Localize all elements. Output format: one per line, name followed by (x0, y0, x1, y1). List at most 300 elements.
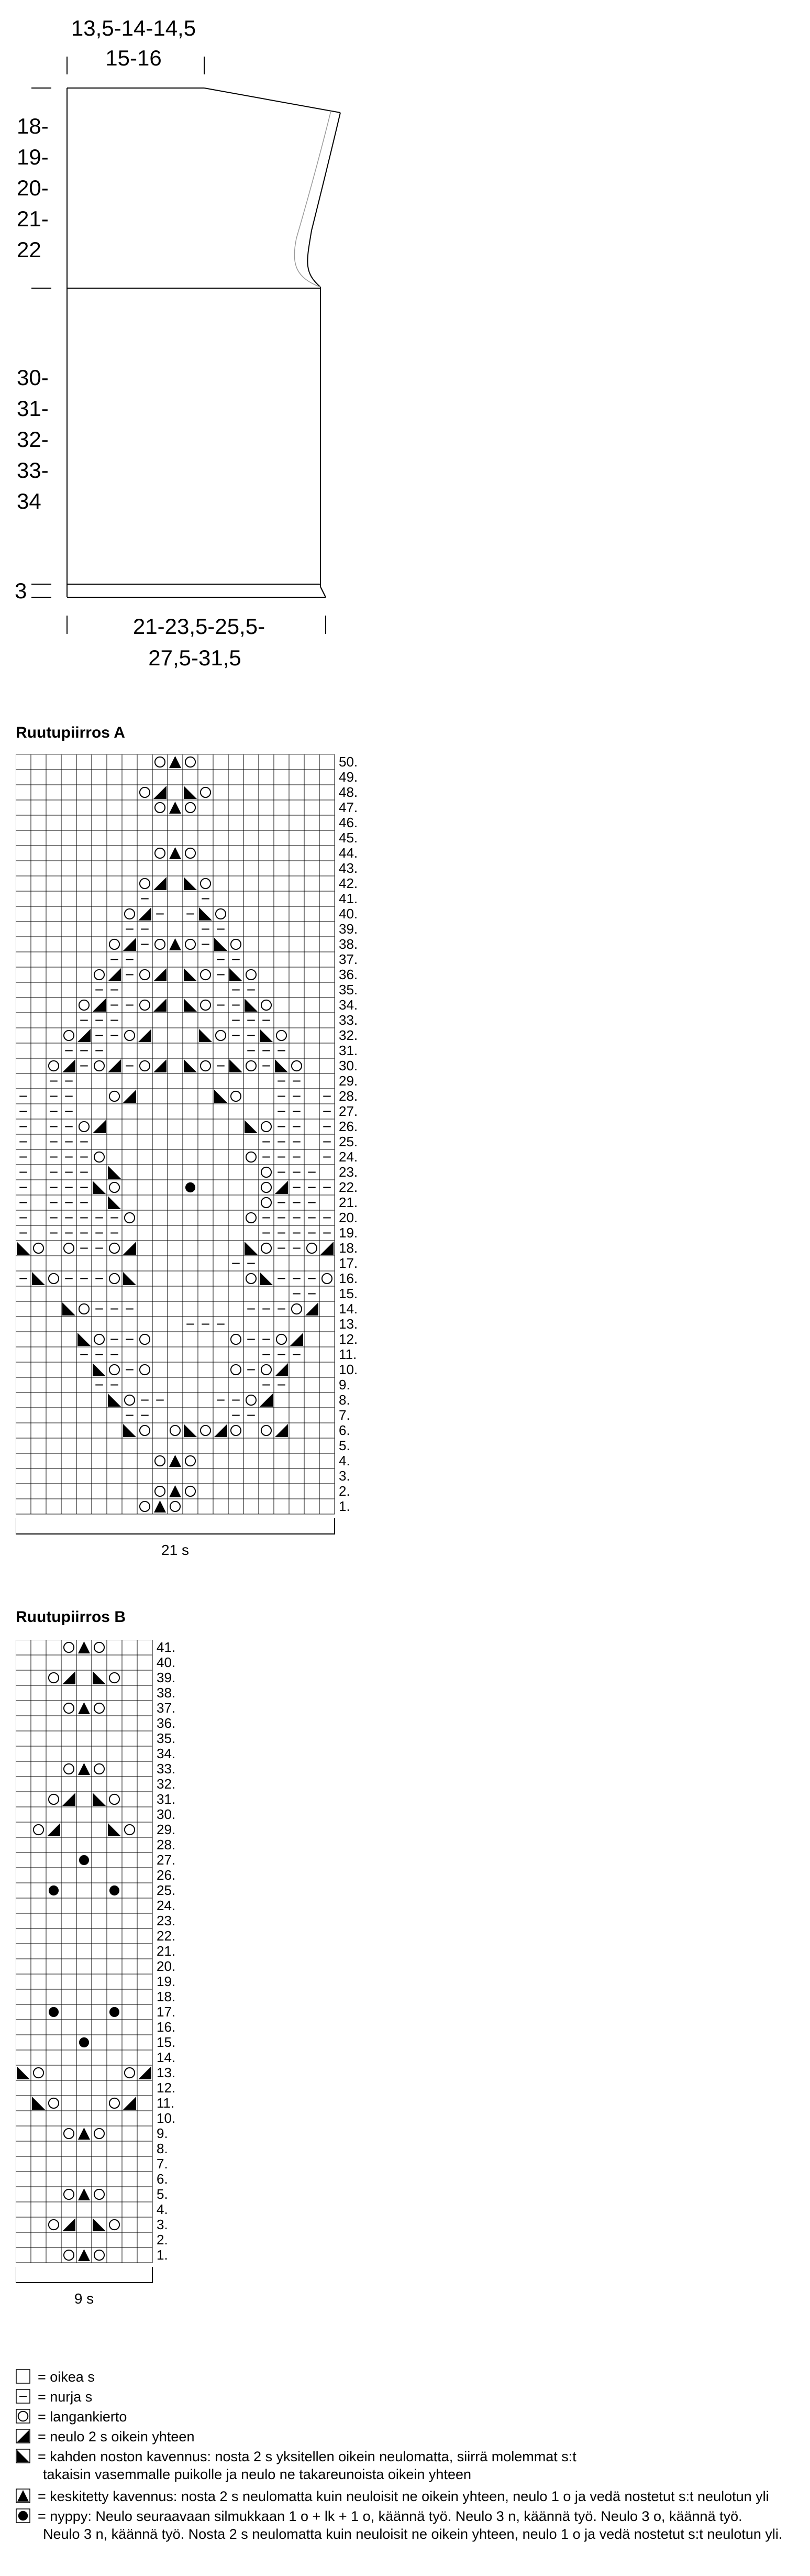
chart-a-cell (122, 1104, 137, 1119)
chart-b-row-number: 17. (157, 2004, 176, 2020)
legend-text: = nurja s (38, 2389, 93, 2405)
chart-a-cell (152, 1332, 168, 1347)
chart-b-cell (46, 1868, 61, 1883)
chart-a-cell (122, 1271, 137, 1286)
chart-a-cell (46, 1332, 61, 1347)
chart-a-cell (289, 1301, 304, 1317)
chart-a-row-number: 10. (339, 1362, 358, 1378)
chart-a-cell (243, 967, 259, 982)
chart-b-width-bracket (16, 2267, 152, 2283)
chart-a-cell (319, 1028, 335, 1043)
chart-a-cell (61, 1210, 76, 1225)
chart-a-cell (168, 1043, 183, 1058)
chart-b-cell (16, 1670, 31, 1685)
chart-b-cell (137, 2217, 152, 2232)
chart-a-cell (137, 754, 152, 770)
chart-a-cell (137, 1423, 152, 1438)
chart-a-cell (137, 861, 152, 876)
chart-a-cell (213, 1225, 228, 1241)
chart-b-cell (61, 2141, 76, 2156)
chart-a-row-number: 9. (339, 1377, 350, 1393)
chart-a-cell (122, 1180, 137, 1195)
legend-item-bobble (16, 2507, 806, 2547)
legend-text: Neulo 3 n, käännä työ. Nosta 2 s neulomatta kuin neuloisit ne oikein yhteen, neulo 1 o ja vedä nostetut s:t neulotun yli. (43, 2526, 783, 2542)
chart-b-cell (122, 1792, 137, 1807)
chart-a-cell (152, 937, 168, 952)
chart-a-cell (107, 1013, 122, 1028)
chart-a-cell (198, 1286, 213, 1301)
chart-b-cell (16, 1868, 31, 1883)
chart-a-cell (137, 1317, 152, 1332)
chart-b-cell (31, 1822, 46, 1837)
chart-a-cell (31, 1043, 46, 1058)
chart-a-cell (243, 1332, 259, 1347)
chart-a-cell (122, 1225, 137, 1241)
chart-a-cell (152, 1408, 168, 1423)
chart-b-cell (31, 1655, 46, 1670)
chart-a-cell (76, 1317, 92, 1332)
chart-b-cell (46, 1701, 61, 1716)
chart-a-cell (76, 1438, 92, 1453)
chart-a-cell (213, 861, 228, 876)
chart-a-cell (46, 1043, 61, 1058)
chart-a-cell (198, 1423, 213, 1438)
chart-a-cell (304, 1210, 319, 1225)
chart-a-cell (16, 1225, 31, 1241)
chart-b-cell (16, 2141, 31, 2156)
chart-b-cell (61, 1777, 76, 1792)
chart-a-cell (198, 1317, 213, 1332)
chart-b-cell (16, 1746, 31, 1761)
chart-b-cell (92, 2035, 107, 2050)
chart-a-cell (213, 1058, 228, 1073)
chart-a-cell (46, 846, 61, 861)
chart-a-row-number: 40. (339, 906, 358, 922)
chart-a-cell (183, 846, 198, 861)
chart-a-cell (16, 1165, 31, 1180)
chart-a-cell (31, 1180, 46, 1195)
chart-a-row-number: 1. (339, 1498, 350, 1515)
chart-a-cell (137, 1408, 152, 1423)
chart-a-cell (259, 1013, 274, 1028)
chart-a-cell (228, 937, 243, 952)
chart-a-cell (107, 846, 122, 861)
chart-a-cell (304, 1347, 319, 1362)
chart-a-cell (168, 1134, 183, 1149)
chart-a-row-number: 23. (339, 1164, 358, 1180)
chart-a-cell (122, 1241, 137, 1256)
chart-b-cell (92, 2141, 107, 2156)
chart-a-cell (183, 1180, 198, 1195)
chart-a-cell (198, 830, 213, 846)
chart-b-cell (107, 2217, 122, 2232)
chart-a-cell (319, 1225, 335, 1241)
chart-a-cell (183, 1149, 198, 1165)
chart-a-cell (168, 1317, 183, 1332)
chart-a-cell (259, 1043, 274, 1058)
chart-a-cell (31, 1165, 46, 1180)
chart-b-cell (76, 1974, 92, 1989)
chart-b-cell (107, 1959, 122, 1974)
chart-a-cell (319, 861, 335, 876)
chart-a-cell (16, 891, 31, 906)
chart-a-cell (168, 1149, 183, 1165)
chart-a-cell (168, 1271, 183, 1286)
chart-a-cell (319, 1377, 335, 1393)
chart-b-row-number: 37. (157, 1700, 176, 1716)
chart-a-cell (319, 1165, 335, 1180)
chart-a-cell (304, 1423, 319, 1438)
chart-b-cell (46, 2080, 61, 2096)
chart-b-cell (92, 1807, 107, 1822)
chart-a-cell (137, 1195, 152, 1210)
chart-b-cell (137, 1777, 152, 1792)
chart-a-cell (107, 1241, 122, 1256)
chart-a-cell (31, 1286, 46, 1301)
chart-a-cell (243, 1484, 259, 1499)
chart-a-cell (16, 1468, 31, 1484)
chart-a-cell (92, 876, 107, 891)
chart-b-cell (46, 1716, 61, 1731)
chart-b-row-number: 38. (157, 1685, 176, 1701)
chart-a-cell (274, 891, 289, 906)
chart-a-cell (259, 876, 274, 891)
chart-a-cell (31, 1423, 46, 1438)
chart-a-cell (122, 967, 137, 982)
chart-b-cell (76, 1716, 92, 1731)
chart-a-cell (107, 1271, 122, 1286)
chart-a-cell (137, 1073, 152, 1089)
body-length-3: 32- (17, 427, 49, 452)
chart-a-cell (274, 770, 289, 785)
chart-b-cell (61, 1898, 76, 1913)
chart-a-cell (198, 1453, 213, 1468)
chart-a-cell (122, 1453, 137, 1468)
chart-a-cell (289, 1225, 304, 1241)
chart-b-row-number: 28. (157, 1837, 176, 1853)
chart-a-cell (16, 1028, 31, 1043)
chart-a-cell (183, 785, 198, 800)
chart-a-cell (92, 1180, 107, 1195)
chart-a-cell (31, 1119, 46, 1134)
chart-b-cell (122, 1974, 137, 1989)
chart-a-cell (213, 1347, 228, 1362)
chart-b-cell (31, 1913, 46, 1928)
chart-a-cell (107, 906, 122, 922)
chart-a-cell (213, 800, 228, 815)
chart-a-cell (198, 815, 213, 830)
chart-a-cell (61, 1317, 76, 1332)
chart-a-row-number: 4. (339, 1453, 350, 1469)
chart-a-cell (46, 1028, 61, 1043)
chart-b-cell (92, 2126, 107, 2141)
chart-b-cell (31, 2080, 46, 2096)
chart-a-cell (92, 1362, 107, 1377)
chart-b-cell (46, 1852, 61, 1868)
chart-a-cell (152, 1028, 168, 1043)
chart-a-cell (259, 1347, 274, 1362)
chart-b-cell (122, 1655, 137, 1670)
chart-b-row-number: 30. (157, 1806, 176, 1823)
chart-b-cell (107, 2080, 122, 2096)
chart-b-cell (61, 1792, 76, 1807)
chart-a-cell (31, 815, 46, 830)
chart-a-cell (76, 1256, 92, 1271)
chart-a-cell (259, 830, 274, 846)
chart-b-row-number: 12. (157, 2080, 176, 2096)
chart-a-cell (198, 1377, 213, 1393)
chart-a-cell (289, 967, 304, 982)
chart-b-cell (107, 1640, 122, 1655)
chart-b-cell (122, 1868, 137, 1883)
chart-b-cell (76, 1670, 92, 1685)
body-length-1: 30- (17, 365, 49, 390)
chart-a-cell (243, 1393, 259, 1408)
chart-a-cell (274, 1438, 289, 1453)
chart-a-cell (243, 1347, 259, 1362)
chart-b-cell (16, 1989, 31, 2004)
chart-a-cell (289, 770, 304, 785)
chart-a-cell (319, 1468, 335, 1484)
chart-a-cell (92, 1256, 107, 1271)
chart-a-cell (46, 1484, 61, 1499)
chart-a-row-number: 48. (339, 784, 358, 801)
chart-a-cell (274, 1347, 289, 1362)
chart-b-cell (76, 1701, 92, 1716)
chart-a-cell (243, 1165, 259, 1180)
chart-a-cell (183, 937, 198, 952)
chart-a-cell (46, 800, 61, 815)
chart-a-cell (213, 754, 228, 770)
chart-b-cell (122, 1777, 137, 1792)
chart-b-row-number: 40. (157, 1654, 176, 1671)
chart-a-cell (61, 1499, 76, 1514)
chart-a-cell (228, 906, 243, 922)
chart-a-cell (198, 1119, 213, 1134)
chart-a-cell (61, 891, 76, 906)
chart-a-cell (274, 952, 289, 967)
chart-b-cell (107, 1777, 122, 1792)
chart-b-cell (61, 1746, 76, 1761)
chart-a-cell (319, 952, 335, 967)
chart-b-cell (16, 2217, 31, 2232)
chart-a-cell (92, 1241, 107, 1256)
chart-a-cell (16, 1043, 31, 1058)
chart-a-cell (198, 937, 213, 952)
legend-text: = oikea s (38, 2369, 95, 2385)
chart-a-cell (137, 876, 152, 891)
chart-a-cell (61, 1225, 76, 1241)
chart-a-cell (31, 1332, 46, 1347)
chart-a-row-number: 35. (339, 982, 358, 998)
chart-b-cell (31, 2050, 46, 2065)
chart-a-cell (228, 1180, 243, 1195)
chart-a-cell (92, 937, 107, 952)
chart-b-cell (107, 1944, 122, 1959)
chart-b-cell (92, 1716, 107, 1731)
chart-a-cell (61, 1438, 76, 1453)
chart-a-cell (228, 1058, 243, 1073)
chart-a-cell (76, 1362, 92, 1377)
chart-a-cell (213, 1104, 228, 1119)
chart-a-cell (107, 1058, 122, 1073)
chart-a-cell (243, 1195, 259, 1210)
chart-b-cell (122, 2035, 137, 2050)
chart-a-cell (274, 1043, 289, 1058)
chart-b-row-number: 11. (157, 2095, 175, 2111)
chart-a-cell (16, 846, 31, 861)
chart-a-cell (228, 997, 243, 1013)
chart-b-cell (16, 2126, 31, 2141)
chart-a-cell (198, 1165, 213, 1180)
chart-b-cell (92, 2248, 107, 2263)
chart-b-cell (107, 1792, 122, 1807)
chart-a-cell (274, 997, 289, 1013)
chart-a-cell (46, 1286, 61, 1301)
chart-b-cell (122, 1731, 137, 1746)
chart-a-cell (122, 1332, 137, 1347)
chart-b-row-number: 3. (157, 2217, 168, 2233)
chart-a-cell (31, 785, 46, 800)
chart-a-cell (198, 1468, 213, 1484)
chart-a-cell (289, 891, 304, 906)
chart-a-cell (198, 891, 213, 906)
chart-a-cell (61, 1271, 76, 1286)
chart-a-cell (183, 1286, 198, 1301)
chart-a-cell (31, 1195, 46, 1210)
chart-a-cell (107, 1195, 122, 1210)
chart-a-cell (228, 1195, 243, 1210)
chart-a-cell (61, 906, 76, 922)
chart-a-cell (228, 1165, 243, 1180)
chart-a-cell (137, 967, 152, 982)
chart-a-cell (243, 1408, 259, 1423)
chart-a-cell (122, 1043, 137, 1058)
chart-b-cell (31, 1898, 46, 1913)
yo-symbol-icon (16, 2409, 30, 2424)
chart-a-cell (289, 1377, 304, 1393)
chart-b-cell (16, 2035, 31, 2050)
chart-a-cell (289, 785, 304, 800)
chart-a-cell (319, 1104, 335, 1119)
chart-a-cell (198, 1104, 213, 1119)
chart-a-cell (122, 1119, 137, 1134)
chart-a-cell (76, 1043, 92, 1058)
chart-a-cell (137, 1241, 152, 1256)
chart-a-cell (61, 861, 76, 876)
chart-a-cell (46, 891, 61, 906)
chart-a-cell (228, 815, 243, 830)
chart-b-stitch-count: 9 s (74, 2290, 94, 2307)
chart-a-cell (243, 1377, 259, 1393)
chart-a-cell (16, 1423, 31, 1438)
chart-a-cell (228, 1119, 243, 1134)
chart-a-cell (304, 1271, 319, 1286)
chart-b-cell (76, 1852, 92, 1868)
chart-a-cell (274, 1241, 289, 1256)
chart-a-cell (228, 1438, 243, 1453)
chart-a-row-number: 34. (339, 997, 358, 1013)
chart-a-cell (289, 1393, 304, 1408)
chart-b-row-number: 25. (157, 1882, 176, 1899)
chart-a-cell (168, 906, 183, 922)
chart-b-cell (31, 1989, 46, 2004)
chart-a-cell (152, 891, 168, 906)
chart-b-cell (31, 2172, 46, 2187)
chart-a-cell (319, 1484, 335, 1499)
chart-b-cell (92, 1989, 107, 2004)
chart-b-cell (137, 1792, 152, 1807)
chart-a-cell (16, 1453, 31, 1468)
chart-a-cell (228, 1377, 243, 1393)
chart-a-cell (46, 1058, 61, 1073)
chart-b-cell (92, 1959, 107, 1974)
chart-a-cell (319, 937, 335, 952)
chart-a-cell (274, 830, 289, 846)
chart-b-cell (31, 1852, 46, 1868)
chart-a-row-number: 37. (339, 951, 358, 968)
chart-b-cell (107, 1974, 122, 1989)
chart-b-cell (92, 1792, 107, 1807)
chart-b-cell (76, 1898, 92, 1913)
chart-b-cell (16, 2004, 31, 2020)
chart-b-cell (92, 1685, 107, 1701)
chart-b-cell (137, 2202, 152, 2217)
chart-b-cell (61, 2248, 76, 2263)
chart-b-row-number: 34. (157, 1746, 176, 1762)
chart-a-row-number: 17. (339, 1255, 358, 1271)
chart-b-row-number: 33. (157, 1761, 176, 1777)
chart-a-row-number: 44. (339, 845, 358, 861)
chart-a-cell (319, 1195, 335, 1210)
chart-a-cell (76, 1423, 92, 1438)
chart-a-cell (243, 982, 259, 997)
chart-a-cell (76, 906, 92, 922)
chart-a-cell (152, 1089, 168, 1104)
chart-b-cell (61, 2217, 76, 2232)
chart-a-cell (168, 1301, 183, 1317)
chart-b-row-number: 31. (157, 1791, 176, 1807)
chart-a-cell (46, 1393, 61, 1408)
chart-a-cell (289, 1317, 304, 1332)
chart-b-cell (107, 1913, 122, 1928)
chart-a-cell (289, 952, 304, 967)
chart-a-cell (16, 1286, 31, 1301)
chart-b-cell (16, 1883, 31, 1898)
chart-a-cell (152, 1013, 168, 1028)
chart-b-cell (31, 2232, 46, 2248)
chart-b-cell (61, 1731, 76, 1746)
chart-a-cell (31, 1347, 46, 1362)
chart-a-cell (122, 1423, 137, 1438)
chart-a-row-number: 47. (339, 799, 358, 816)
chart-b-cell (31, 1670, 46, 1685)
chart-a-cell (16, 1408, 31, 1423)
chart-a-cell (319, 800, 335, 815)
chart-a-cell (31, 1149, 46, 1165)
chart-b-cell (61, 1883, 76, 1898)
chart-a-cell (319, 1119, 335, 1134)
chart-b-cell (76, 2050, 92, 2065)
chart-a-cell (168, 1362, 183, 1377)
chart-a-cell (304, 1408, 319, 1423)
chart-a-cell (304, 830, 319, 846)
chart-a-cell (198, 1408, 213, 1423)
chart-b-cell (46, 2172, 61, 2187)
chart-a-cell (304, 906, 319, 922)
chart-a-cell (228, 1089, 243, 1104)
chart-b-cell (46, 1640, 61, 1655)
